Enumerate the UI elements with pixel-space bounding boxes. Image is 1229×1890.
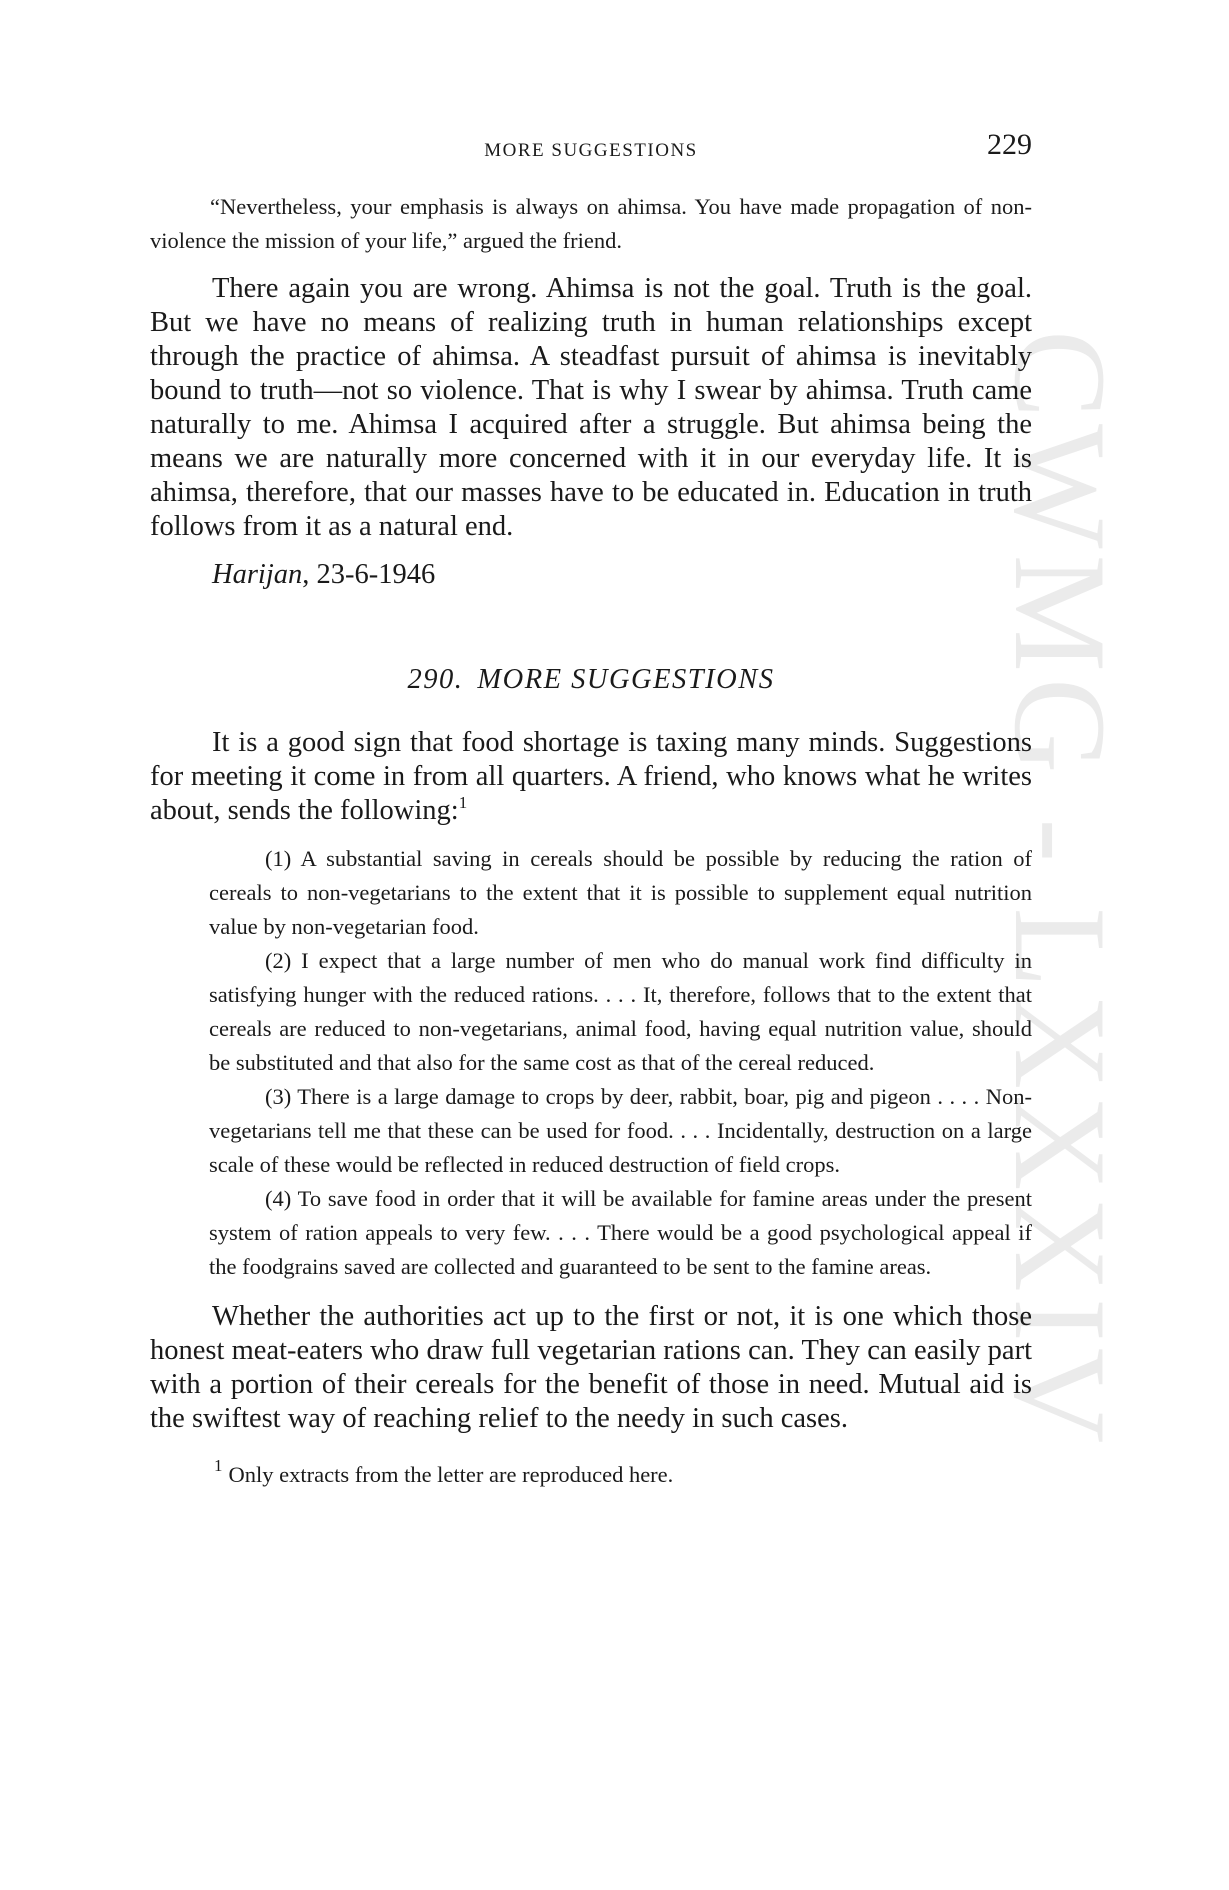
closing-paragraph: Whether the authorities act up to the first or not, it is one which those honest meat-eaters who draw full vegetarian rations can. They can easily part with a portion of their cereals for the benefit of those in need. Mutual aid is the swiftest way of reaching relief to the needy in such cases. bbox=[150, 1301, 1032, 1434]
footnote-reference: 1 bbox=[458, 793, 468, 812]
suggestion-item-2: (2) I expect that a large number of men who do manual work find difficulty in satisfying hunger with the reduced rations. . . . It, therefore, follows that to the extent that cereals are reduced to non-vegetarians, animal food, having equal nutrition value, should be substituted and that also for the same cost as that of the cereal reduced. bbox=[209, 948, 1032, 1075]
suggestion-item-1: (1) A substantial saving in cereals should be possible by reducing the ration of cereals to non-vegetarians to the extent that it is possible to supplement equal nutrition value by non-vegetarian food. bbox=[209, 846, 1032, 939]
suggestion-item-4: (4) To save food in order that it will be available for famine areas under the present system of ration appeals to very few. . . . There would be a good psychological appeal if the foodgrains saved are collected and guaranteed to be sent to the famine areas. bbox=[209, 1186, 1032, 1279]
source-date: , 23-6-1946 bbox=[302, 559, 436, 590]
suggestion-item-3: (3) There is a large damage to crops by deer, rabbit, boar, pig and pigeon . . . . Non-vegetarians tell me that these can be used for food. . . . Incidentally, destruction on a large scale of these would be reflected in reduced destruction of field crops. bbox=[209, 1084, 1032, 1177]
footnote bbox=[214, 1456, 1032, 1490]
source-publication: Harijan bbox=[212, 559, 303, 590]
footnote-text: Only extracts from the letter are reproduced here. bbox=[228, 1462, 674, 1487]
section-heading bbox=[150, 664, 1032, 696]
document-page bbox=[150, 128, 1032, 1490]
carryover-paragraph: “Nevertheless, your emphasis is always on ahimsa. You have made propagation of non-violence the mission of your life,” argued the friend. bbox=[150, 194, 1032, 253]
quoted-suggestions bbox=[209, 842, 1032, 1284]
footnote-marker: 1 bbox=[214, 1456, 223, 1475]
section-title: MORE SUGGESTIONS bbox=[477, 664, 775, 695]
running-title: MORE SUGGESTIONS bbox=[484, 140, 698, 161]
intro-text: It is a good sign that food shortage is taxing many minds. Suggestions for meeting it come in from all quarters. A friend, who knows what he writes about, sends the following: bbox=[150, 727, 1032, 826]
running-header bbox=[150, 128, 1032, 168]
reply-paragraph: There again you are wrong. Ahimsa is not the goal. Truth is the goal. But we have no means of realizing truth in human relationships except through the practice of ahimsa. A steadfast pursuit of ahimsa is inevitably bound to truth—not so violence. That is why I swear by ahimsa. Truth came naturally to me. Ahimsa I acquired after a struggle. But ahimsa being the means we are naturally more concerned with it in our everyday life. It is ahimsa, therefore, that our masses have to be educated in. Education in truth follows from it as a natural end. bbox=[150, 273, 1032, 542]
source-citation bbox=[212, 558, 1032, 592]
watermark: CWMG - LXXXIV bbox=[987, 330, 1134, 1450]
section-number: 290. bbox=[407, 664, 464, 695]
intro-paragraph bbox=[150, 726, 1032, 828]
page-number: 229 bbox=[987, 128, 1032, 161]
